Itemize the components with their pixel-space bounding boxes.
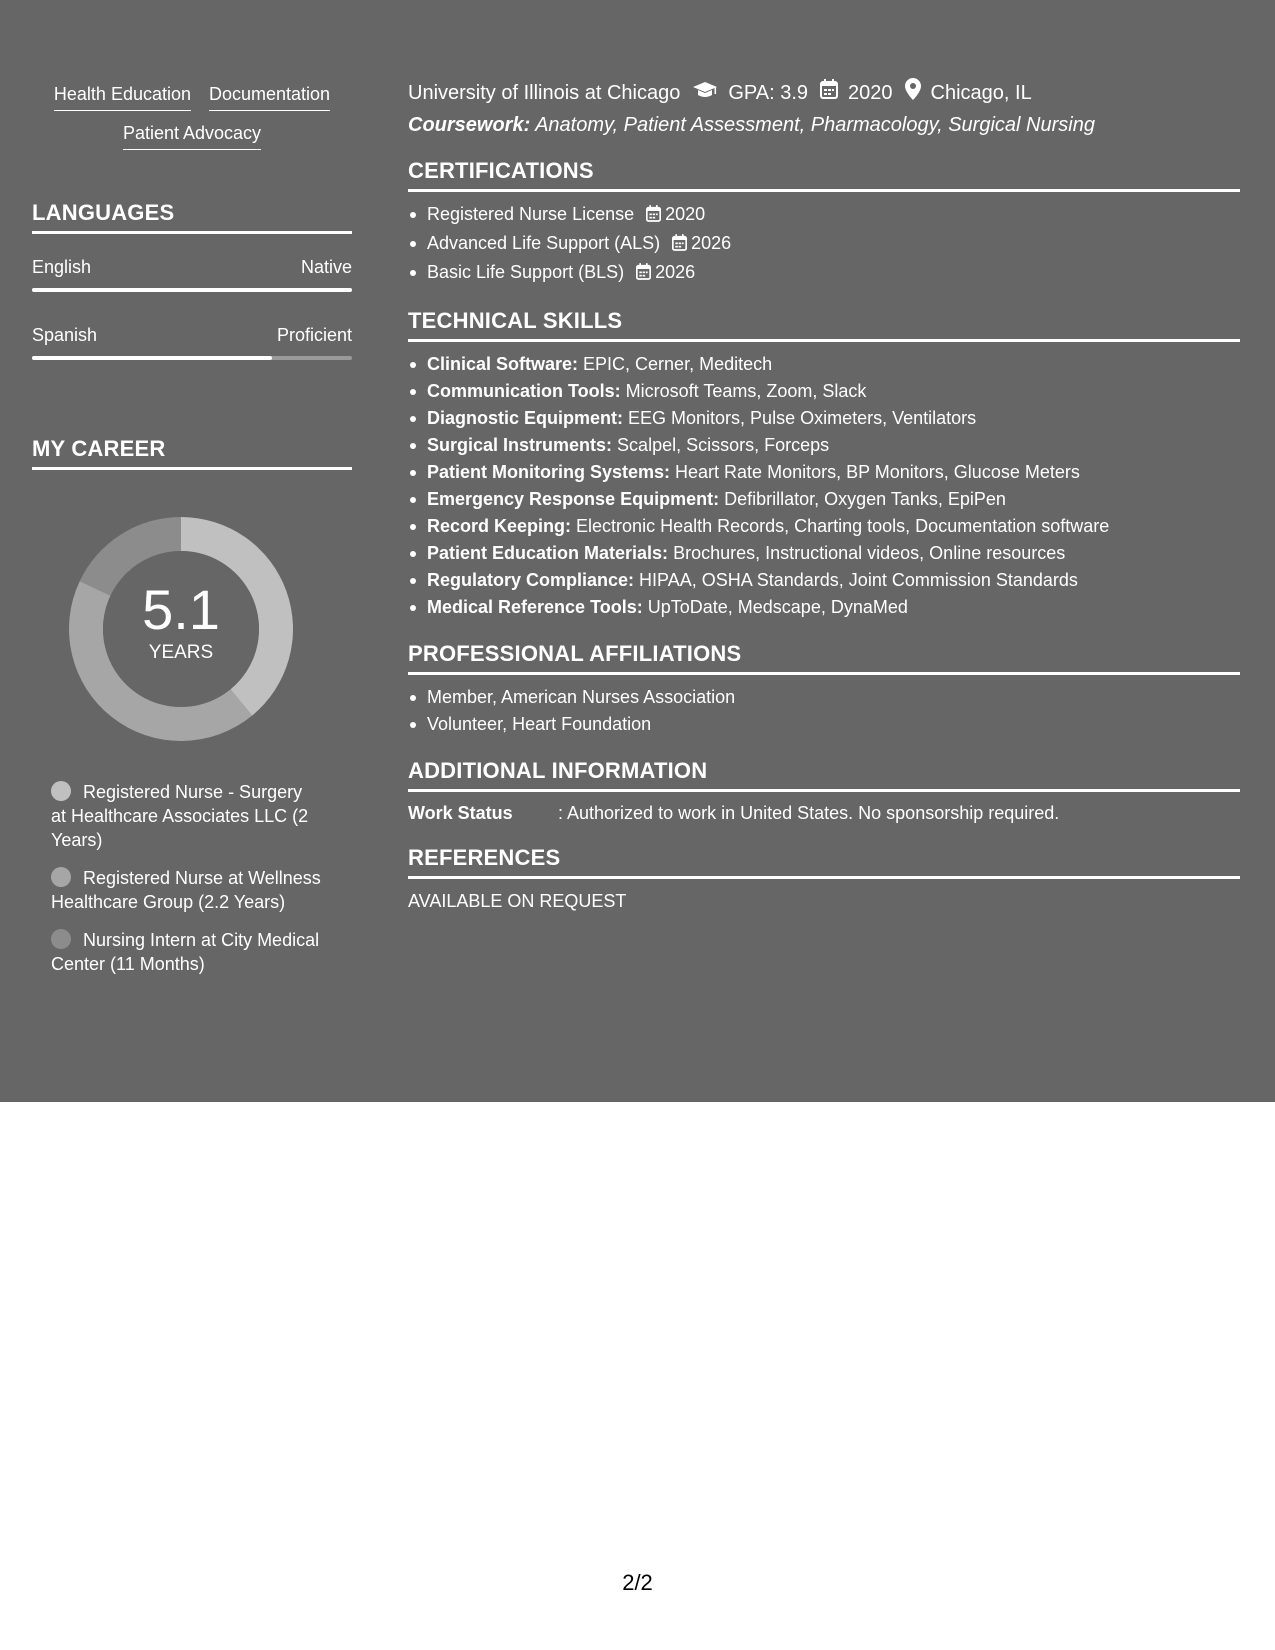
technical-skill-item: [408, 540, 1240, 567]
language-row: [32, 256, 352, 292]
legend-dot-icon: [51, 781, 71, 801]
left-column: [32, 82, 352, 990]
skill-tag: Health Education: [54, 82, 191, 111]
education-location: Chicago, IL: [930, 81, 1032, 104]
career-total-value: 5.1: [142, 578, 220, 641]
career-section: [32, 436, 352, 976]
calendar-icon: [672, 232, 687, 259]
career-donut-chart: [66, 514, 296, 744]
skill-values: Electronic Health Records, Charting tools, Documentation software: [571, 516, 1110, 536]
additional-info-section: [408, 758, 1240, 825]
languages-section: [32, 200, 352, 360]
language-proficiency-fill: [32, 288, 352, 292]
education-year: 2020: [848, 81, 893, 104]
skill-values: EEG Monitors, Pulse Oximeters, Ventilators: [623, 408, 977, 428]
right-column: [408, 78, 1240, 912]
career-total-unit: YEARS: [148, 642, 214, 663]
calendar-icon: [636, 261, 651, 288]
certification-name: Basic Life Support (BLS): [427, 262, 625, 282]
language-level: Proficient: [276, 325, 352, 345]
graduation-cap-icon: [692, 80, 718, 106]
affiliations-section: [408, 641, 1240, 738]
coursework-list: Anatomy, Patient Assessment, Pharmacology, Surgical Nursing: [530, 114, 1095, 136]
language-proficiency-bar: [32, 288, 352, 292]
certification-name: Advanced Life Support (ALS): [427, 233, 661, 253]
language-name: Spanish: [32, 325, 98, 345]
certifications-title: CERTIFICATIONS: [408, 158, 1240, 192]
certification-item: [408, 230, 1240, 259]
certification-year: 2026: [655, 262, 696, 282]
technical-skill-item: [408, 486, 1240, 513]
language-row: [32, 324, 352, 360]
technical-skills-list: [408, 351, 1240, 621]
skill-category: Clinical Software:: [427, 354, 579, 374]
language-proficiency-bar: [32, 356, 352, 360]
career-legend-item: [51, 928, 322, 976]
skill-category: Patient Education Materials:: [427, 543, 669, 563]
certifications-section: [408, 158, 1240, 288]
certifications-list: [408, 201, 1240, 288]
skill-values: HIPAA, OSHA Standards, Joint Commission Standards: [634, 570, 1078, 590]
education-gpa: GPA: 3.9: [728, 81, 809, 104]
technical-skills-section: [408, 308, 1240, 621]
skill-category: Communication Tools:: [427, 381, 621, 401]
skill-values: Scalpel, Scissors, Forceps: [612, 435, 830, 455]
legend-dot-icon: [51, 867, 71, 887]
work-status-row: [408, 801, 1240, 825]
language-proficiency-fill: [32, 356, 272, 360]
certification-name: Registered Nurse License: [427, 204, 635, 224]
languages-title: LANGUAGES: [32, 200, 352, 234]
technical-skill-item: [408, 459, 1240, 486]
technical-skill-item: [408, 567, 1240, 594]
school-name: University of Illinois at Chicago: [408, 81, 681, 104]
career-legend: [32, 780, 322, 976]
technical-skill-item: [408, 513, 1240, 540]
education-line: [408, 78, 1240, 107]
calendar-icon: [820, 79, 838, 106]
affiliations-title: PROFESSIONAL AFFILIATIONS: [408, 641, 1240, 675]
work-status-label: Work Status: [408, 803, 513, 823]
certification-item: [408, 201, 1240, 230]
skill-category: Surgical Instruments:: [427, 435, 613, 455]
skill-category: Diagnostic Equipment:: [427, 408, 624, 428]
skill-values: EPIC, Cerner, Meditech: [578, 354, 773, 374]
certification-year: 2020: [665, 204, 706, 224]
skill-category: Patient Monitoring Systems:: [427, 462, 671, 482]
certification-item: [408, 259, 1240, 288]
coursework-line: [408, 112, 1240, 138]
skill-tags: [32, 82, 352, 150]
skill-tag: Patient Advocacy: [123, 121, 261, 150]
technical-skill-item: [408, 594, 1240, 621]
calendar-icon: [646, 203, 661, 230]
coursework-label: Coursework:: [408, 114, 531, 136]
career-legend-label: Nursing Intern at City Medical Center (11 Months): [51, 930, 320, 974]
references-title: REFERENCES: [408, 845, 1240, 879]
career-legend-label: Registered Nurse at Wellness Healthcare Group (2.2 Years): [51, 868, 321, 912]
career-title: MY CAREER: [32, 436, 352, 470]
additional-info-title: ADDITIONAL INFORMATION: [408, 758, 1240, 792]
skill-category: Regulatory Compliance:: [427, 570, 635, 590]
technical-skill-item: [408, 351, 1240, 378]
skill-values: UpToDate, Medscape, DynaMed: [642, 597, 908, 617]
page-number: 2/2: [622, 1570, 653, 1595]
skill-category: Medical Reference Tools:: [427, 597, 643, 617]
skill-tag: Documentation: [209, 82, 330, 111]
career-legend-item: [51, 866, 322, 914]
work-status-value: : Authorized to work in United States. No sponsorship required.: [558, 803, 1060, 823]
skill-values: Defibrillator, Oxygen Tanks, EpiPen: [719, 489, 1006, 509]
career-legend-label: Registered Nurse - Surgery at Healthcare Associates LLC (2 Years): [51, 782, 309, 850]
affiliation-item: Member, American Nurses Association: [408, 684, 1240, 711]
affiliations-list: [408, 684, 1240, 738]
technical-skill-item: [408, 378, 1240, 405]
skill-category: Record Keeping:: [427, 516, 572, 536]
language-name: English: [32, 257, 92, 277]
technical-skill-item: [408, 405, 1240, 432]
certification-year: 2026: [691, 233, 732, 253]
references-text: AVAILABLE ON REQUEST: [408, 891, 627, 911]
technical-skills-title: TECHNICAL SKILLS: [408, 308, 1240, 342]
language-level: Native: [300, 257, 352, 277]
skill-values: Brochures, Instructional videos, Online resources: [668, 543, 1066, 563]
location-pin-icon: [905, 78, 921, 107]
affiliation-item: Volunteer, Heart Foundation: [408, 711, 1240, 738]
references-section: [408, 845, 1240, 912]
skill-values: Heart Rate Monitors, BP Monitors, Glucose Meters: [670, 462, 1080, 482]
legend-dot-icon: [51, 929, 71, 949]
skill-category: Emergency Response Equipment:: [427, 489, 720, 509]
skill-values: Microsoft Teams, Zoom, Slack: [620, 381, 867, 401]
technical-skill-item: [408, 432, 1240, 459]
career-legend-item: [51, 780, 322, 852]
